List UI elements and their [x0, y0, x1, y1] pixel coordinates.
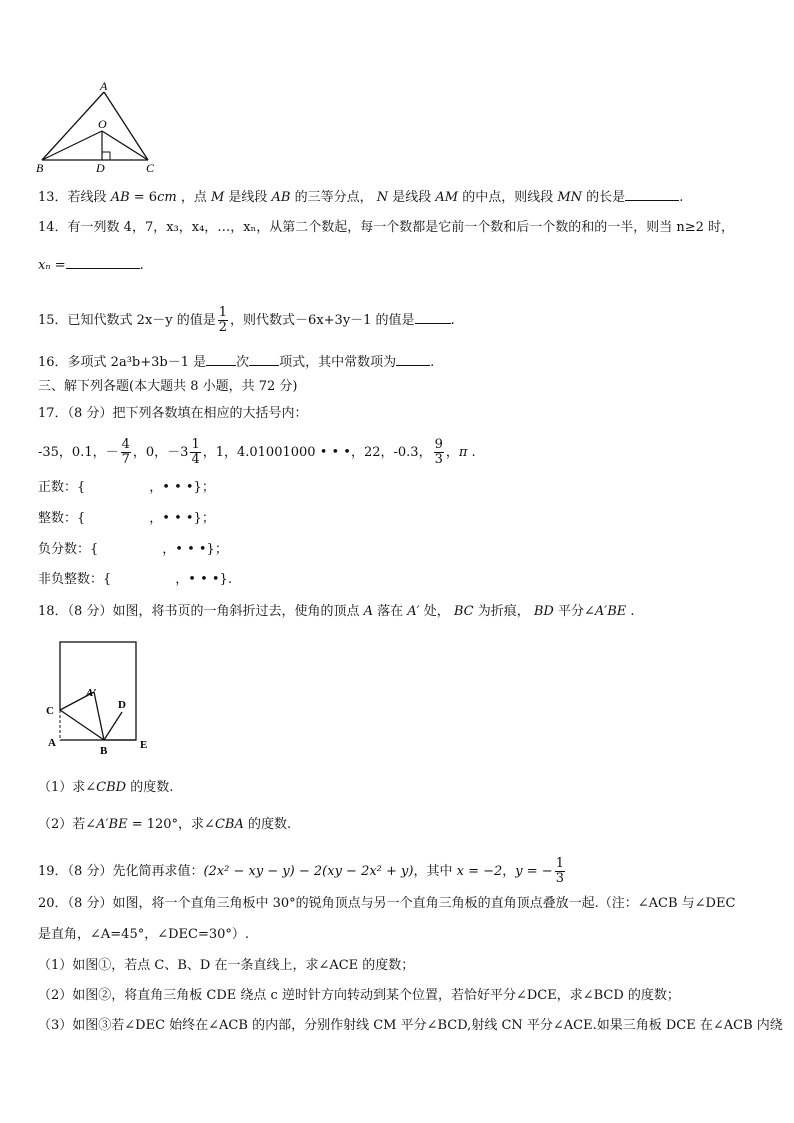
- fraction-one-half: $\frac{1}{2}$: [218, 305, 228, 335]
- label-A-prime: A′: [86, 687, 97, 699]
- label-O: O: [98, 117, 107, 131]
- triangle-figure: [30, 78, 170, 178]
- question-16: 16．多项式 2a³b+3b－1 是 次 项式，其中常数项为 .: [38, 355, 435, 370]
- question-20-part-1: （1）如图①，若点 C、B、D 在一条直线上，求∠ACE 的度数；: [38, 958, 415, 973]
- label-C: C: [46, 705, 54, 717]
- section-heading: 三、解下列各题(本大题共 8 小题，共 72 分): [38, 379, 298, 394]
- question-17-intro: 17．（8 分）把下列各数填在相应的大括号内：: [38, 406, 308, 421]
- question-14-answer-line: xₙ = .: [38, 258, 144, 273]
- label-D: D: [118, 699, 126, 711]
- question-19: 19．（8 分）先化简再求值：(2x² − xy − y) − 2(xy − 2x² + y)，其中 x = −2，y = − $\frac{1}{3}$: [38, 856, 564, 886]
- question-20-line-1: 20．（8 分）如图，将一个直角三角板中 30°的锐角顶点与另一个直角三角板的直角顶点叠放一起.（注：∠ACB 与∠DEC: [38, 896, 736, 911]
- label-A: A: [48, 737, 56, 749]
- label-B: B: [100, 745, 108, 757]
- label-E: E: [140, 739, 148, 751]
- answer-blank-14[interactable]: [66, 256, 140, 269]
- question-18-part-1: （1）求∠CBD 的度数.: [38, 780, 174, 795]
- question-17-numbers: -35，0.1，－ $\frac{4}{7}$ ，0，－3 $\frac{1}{4}$ ，1，4.01001000 • • •，22，-0.3， $\frac{9}{3}$ ，π .: [38, 437, 476, 467]
- label-A: A: [100, 79, 108, 93]
- label-C: C: [146, 161, 155, 175]
- set-nonnegative-integer: 非负整数：{ ，• • •}.: [38, 572, 232, 587]
- set-integer: 整数：{ ，• • •}；: [38, 511, 215, 526]
- folded-page-figure: [40, 636, 160, 758]
- answer-blank-16b[interactable]: [249, 353, 279, 366]
- question-18: 18．（8 分）如图，将书页的一角斜折过去，使角的顶点 A 落在 A′ 处， BC 为折痕， BD 平分∠A′BE .: [38, 604, 635, 619]
- question-20-line-2: 是直角，∠A=45°，∠DEC=30°）.: [38, 927, 250, 942]
- question-13: 13．若线段 AB = 6cm ，点 M 是线段 AB 的三等分点， N 是线段 AM 的中点，则线段 MN 的长是 .: [38, 190, 684, 205]
- label-D: D: [96, 161, 105, 175]
- question-14: 14．有一列数 4，7，x₃，x₄，…，xₙ，从第二个数起，每一个数都是它前一个数和后一个数的和的一半，则当 n≥2 时，: [38, 220, 735, 235]
- question-18-part-2: （2）若∠A′BE = 120°，求∠CBA 的度数.: [38, 817, 292, 832]
- answer-blank-16a[interactable]: [206, 353, 236, 366]
- set-positive: 正数：{ ，• • •}；: [38, 480, 215, 495]
- answer-blank-13[interactable]: [625, 188, 679, 201]
- set-negative-fraction: 负分数：{ ，• • •}；: [38, 542, 228, 557]
- answer-blank-15[interactable]: [415, 311, 451, 324]
- question-15: 15．已知代数式 2x－y 的值是 $\frac{1}{2}$ ，则代数式－6x+3y－1 的值是 .: [38, 305, 455, 335]
- question-20-part-2: （2）如图②，将直角三角板 CDE 绕点 c 逆时针方向转动到某个位置，若恰好平分∠DCE，求∠BCD 的度数；: [38, 988, 680, 1003]
- question-20-part-3: （3）如图③若∠DEC 始终在∠ACB 的内部，分别作射线 CM 平分∠BCD,射线 CN 平分∠ACE.如果三角板 DCE 在∠ACB 内绕: [38, 1018, 783, 1033]
- answer-blank-16c[interactable]: [396, 353, 430, 366]
- label-B: B: [36, 161, 44, 175]
